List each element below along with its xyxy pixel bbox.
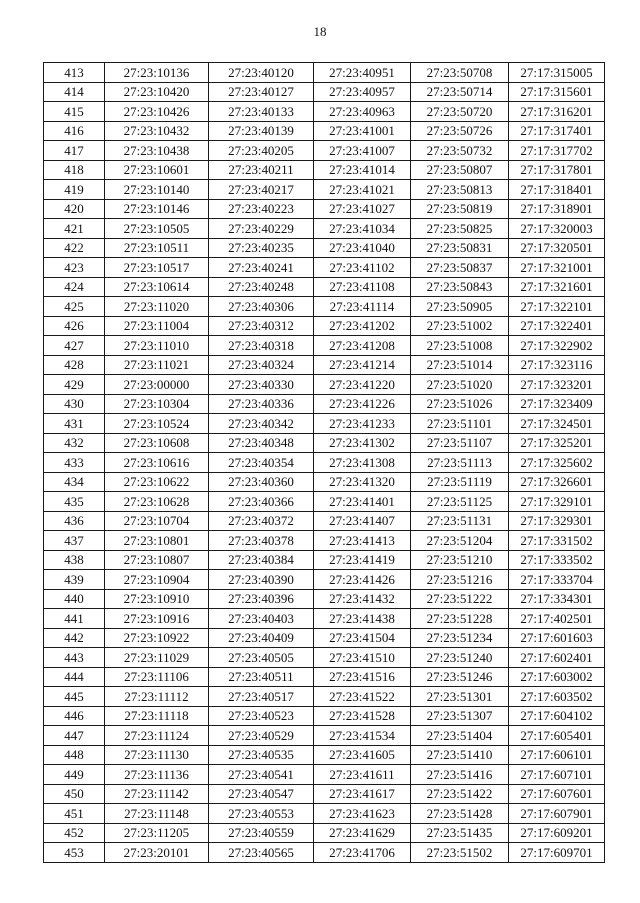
- cadastral-number-cell: 27:17:402501: [509, 609, 605, 629]
- cadastral-number-cell: 27:23:00000: [105, 375, 209, 395]
- cadastral-number-cell: 27:23:40541: [209, 765, 314, 785]
- cadastral-number-cell: 27:23:40223: [209, 199, 314, 219]
- table-row: [44, 784, 605, 804]
- cadastral-number-cell: 27:23:50807: [411, 160, 509, 180]
- row-number-cell: 439: [44, 570, 105, 590]
- table-row: [44, 199, 605, 219]
- table-row: [44, 141, 605, 161]
- row-number-cell: 451: [44, 804, 105, 824]
- cadastral-number-cell: 27:23:10616: [105, 453, 209, 473]
- cadastral-number-cell: 27:23:40957: [314, 82, 411, 102]
- table-row: [44, 219, 605, 239]
- cadastral-number-cell: 27:23:11130: [105, 745, 209, 765]
- cadastral-number-cell: 27:23:51119: [411, 472, 509, 492]
- cadastral-number-cell: 27:23:51014: [411, 355, 509, 375]
- cadastral-number-cell: 27:23:20101: [105, 843, 209, 863]
- table-row: [44, 531, 605, 551]
- cadastral-number-cell: 27:23:11142: [105, 784, 209, 804]
- cadastral-number-cell: 27:17:322101: [509, 297, 605, 317]
- row-number-cell: 427: [44, 336, 105, 356]
- cadastral-number-cell: 27:17:322902: [509, 336, 605, 356]
- cadastral-number-cell: 27:23:51435: [411, 823, 509, 843]
- table-row: [44, 511, 605, 531]
- cadastral-number-cell: 27:23:50726: [411, 121, 509, 141]
- cadastral-number-cell: 27:17:316201: [509, 102, 605, 122]
- cadastral-number-cell: 27:23:41522: [314, 687, 411, 707]
- table-row: [44, 823, 605, 843]
- row-number-cell: 434: [44, 472, 105, 492]
- table-row: [44, 609, 605, 629]
- row-number-cell: 438: [44, 550, 105, 570]
- cadastral-number-cell: 27:23:40324: [209, 355, 314, 375]
- cadastral-number-cell: 27:23:10807: [105, 550, 209, 570]
- cadastral-number-cell: 27:23:40529: [209, 726, 314, 746]
- cadastral-number-cell: 27:23:41516: [314, 667, 411, 687]
- cadastral-number-cell: 27:23:40535: [209, 745, 314, 765]
- cadastral-number-cell: 27:23:41504: [314, 628, 411, 648]
- row-number-cell: 436: [44, 511, 105, 531]
- row-number-cell: 442: [44, 628, 105, 648]
- cadastral-number-cell: 27:23:41617: [314, 784, 411, 804]
- cadastral-number-cell: 27:23:40366: [209, 492, 314, 512]
- table-row: [44, 628, 605, 648]
- cadastral-number-cell: 27:23:41208: [314, 336, 411, 356]
- cadastral-number-cell: 27:23:51008: [411, 336, 509, 356]
- cadastral-number-cell: 27:23:41706: [314, 843, 411, 863]
- table-row: [44, 375, 605, 395]
- cadastral-number-cell: 27:23:10517: [105, 258, 209, 278]
- cadastral-number-cell: 27:23:10524: [105, 414, 209, 434]
- cadastral-number-cell: 27:23:41438: [314, 609, 411, 629]
- cadastral-number-cell: 27:23:51204: [411, 531, 509, 551]
- cadastral-number-cell: 27:23:40523: [209, 706, 314, 726]
- cadastral-number-cell: 27:17:317801: [509, 160, 605, 180]
- cadastral-number-cell: 27:23:11021: [105, 355, 209, 375]
- cadastral-number-cell: 27:23:11205: [105, 823, 209, 843]
- cadastral-number-cell: 27:23:11148: [105, 804, 209, 824]
- row-number-cell: 453: [44, 843, 105, 863]
- cadastral-number-cell: 27:23:51428: [411, 804, 509, 824]
- cadastral-number-cell: 27:23:41108: [314, 277, 411, 297]
- cadastral-number-cell: 27:23:11112: [105, 687, 209, 707]
- row-number-cell: 418: [44, 160, 105, 180]
- cadastral-number-cell: 27:17:321001: [509, 258, 605, 278]
- cadastral-number-cell: 27:17:325201: [509, 433, 605, 453]
- row-number-cell: 431: [44, 414, 105, 434]
- cadastral-number-cell: 27:23:10136: [105, 63, 209, 83]
- row-number-cell: 424: [44, 277, 105, 297]
- row-number-cell: 443: [44, 648, 105, 668]
- table-row: [44, 277, 605, 297]
- cadastral-number-cell: 27:23:51107: [411, 433, 509, 453]
- table-row: [44, 414, 605, 434]
- row-number-cell: 437: [44, 531, 105, 551]
- row-number-cell: 432: [44, 433, 105, 453]
- cadastral-number-cell: 27:23:40378: [209, 531, 314, 551]
- table-body: [44, 63, 605, 863]
- table-row: [44, 160, 605, 180]
- row-number-cell: 430: [44, 394, 105, 414]
- cadastral-number-cell: 27:23:40559: [209, 823, 314, 843]
- cadastral-number-cell: 27:23:10601: [105, 160, 209, 180]
- cadastral-number-cell: 27:23:10801: [105, 531, 209, 551]
- row-number-cell: 413: [44, 63, 105, 83]
- row-number-cell: 419: [44, 180, 105, 200]
- row-number-cell: 415: [44, 102, 105, 122]
- cadastral-number-cell: 27:23:10511: [105, 238, 209, 258]
- row-number-cell: 420: [44, 199, 105, 219]
- table-row: [44, 336, 605, 356]
- cadastral-number-cell: 27:17:602401: [509, 648, 605, 668]
- table-row: [44, 355, 605, 375]
- cadastral-number-cell: 27:17:603502: [509, 687, 605, 707]
- cadastral-number-cell: 27:23:10438: [105, 141, 209, 161]
- cadastral-number-cell: 27:23:40517: [209, 687, 314, 707]
- cadastral-number-cell: 27:23:10622: [105, 472, 209, 492]
- cadastral-number-cell: 27:23:40342: [209, 414, 314, 434]
- row-number-cell: 447: [44, 726, 105, 746]
- cadastral-number-cell: 27:23:50708: [411, 63, 509, 83]
- cadastral-number-cell: 27:23:41021: [314, 180, 411, 200]
- cadastral-number-cell: 27:23:40403: [209, 609, 314, 629]
- cadastral-number-cell: 27:23:51125: [411, 492, 509, 512]
- cadastral-number-cell: 27:23:51228: [411, 609, 509, 629]
- cadastral-number-cell: 27:23:41027: [314, 199, 411, 219]
- table-row: [44, 570, 605, 590]
- cadastral-number-cell: 27:23:50831: [411, 238, 509, 258]
- cadastral-number-cell: 27:23:51210: [411, 550, 509, 570]
- row-number-cell: 428: [44, 355, 105, 375]
- table-row: [44, 433, 605, 453]
- cadastral-number-cell: 27:23:40133: [209, 102, 314, 122]
- cadastral-number-cell: 27:23:11010: [105, 336, 209, 356]
- cadastral-number-cell: 27:23:51410: [411, 745, 509, 765]
- cadastral-number-cell: 27:17:605401: [509, 726, 605, 746]
- cadastral-number-cell: 27:23:51113: [411, 453, 509, 473]
- row-number-cell: 422: [44, 238, 105, 258]
- cadastral-number-cell: 27:23:40360: [209, 472, 314, 492]
- table-row: [44, 589, 605, 609]
- cadastral-number-cell: 27:23:41040: [314, 238, 411, 258]
- cadastral-number-cell: 27:23:41302: [314, 433, 411, 453]
- cadastral-number-cell: 27:17:333502: [509, 550, 605, 570]
- cadastral-number-cell: 27:17:322401: [509, 316, 605, 336]
- cadastral-number-cell: 27:17:329301: [509, 511, 605, 531]
- cadastral-number-cell: 27:23:51026: [411, 394, 509, 414]
- cadastral-number-cell: 27:23:10146: [105, 199, 209, 219]
- table-row: [44, 687, 605, 707]
- cadastral-number-cell: 27:17:604102: [509, 706, 605, 726]
- cadastral-number-cell: 27:23:41528: [314, 706, 411, 726]
- cadastral-number-cell: 27:17:324501: [509, 414, 605, 434]
- cadastral-number-cell: 27:23:41001: [314, 121, 411, 141]
- cadastral-number-cell: 27:23:41510: [314, 648, 411, 668]
- cadastral-number-cell: 27:23:51246: [411, 667, 509, 687]
- cadastral-number-cell: 27:23:10432: [105, 121, 209, 141]
- cadastral-number-cell: 27:23:50720: [411, 102, 509, 122]
- table-row: [44, 550, 605, 570]
- cadastral-number-cell: 27:23:11106: [105, 667, 209, 687]
- cadastral-number-cell: 27:17:325602: [509, 453, 605, 473]
- cadastral-number-cell: 27:17:609701: [509, 843, 605, 863]
- row-number-cell: 446: [44, 706, 105, 726]
- table-row: [44, 745, 605, 765]
- cadastral-number-cell: 27:23:40248: [209, 277, 314, 297]
- cadastral-number-cell: 27:23:51502: [411, 843, 509, 863]
- row-number-cell: 426: [44, 316, 105, 336]
- cadastral-number-cell: 27:23:40312: [209, 316, 314, 336]
- cadastral-number-cell: 27:17:606101: [509, 745, 605, 765]
- cadastral-number-cell: 27:17:603002: [509, 667, 605, 687]
- table-row: [44, 667, 605, 687]
- cadastral-number-cell: 27:17:334301: [509, 589, 605, 609]
- cadastral-number-cell: 27:23:41320: [314, 472, 411, 492]
- cadastral-number-cell: 27:23:51234: [411, 628, 509, 648]
- table-row: [44, 394, 605, 414]
- cadastral-number-cell: 27:23:10916: [105, 609, 209, 629]
- cadastral-number-cell: 27:23:51020: [411, 375, 509, 395]
- cadastral-number-cell: 27:23:41233: [314, 414, 411, 434]
- cadastral-number-cell: 27:23:41034: [314, 219, 411, 239]
- cadastral-number-table: [43, 62, 605, 863]
- table-row: [44, 472, 605, 492]
- cadastral-number-cell: 27:23:10904: [105, 570, 209, 590]
- table-row: [44, 297, 605, 317]
- cadastral-number-cell: 27:23:11020: [105, 297, 209, 317]
- cadastral-number-cell: 27:23:10628: [105, 492, 209, 512]
- table-row: [44, 82, 605, 102]
- cadastral-number-cell: 27:17:321601: [509, 277, 605, 297]
- cadastral-number-cell: 27:23:51240: [411, 648, 509, 668]
- cadastral-number-cell: 27:23:40390: [209, 570, 314, 590]
- row-number-cell: 444: [44, 667, 105, 687]
- row-number-cell: 416: [44, 121, 105, 141]
- cadastral-number-cell: 27:23:10608: [105, 433, 209, 453]
- cadastral-number-cell: 27:23:51216: [411, 570, 509, 590]
- table-row: [44, 706, 605, 726]
- cadastral-number-cell: 27:23:40139: [209, 121, 314, 141]
- cadastral-number-cell: 27:23:11004: [105, 316, 209, 336]
- cadastral-number-cell: 27:23:50813: [411, 180, 509, 200]
- cadastral-number-cell: 27:23:40330: [209, 375, 314, 395]
- cadastral-number-cell: 27:23:51416: [411, 765, 509, 785]
- row-number-cell: 414: [44, 82, 105, 102]
- row-number-cell: 425: [44, 297, 105, 317]
- table-row: [44, 316, 605, 336]
- table-row: [44, 765, 605, 785]
- table-row: [44, 726, 605, 746]
- cadastral-number-cell: 27:23:41432: [314, 589, 411, 609]
- row-number-cell: 452: [44, 823, 105, 843]
- cadastral-number-cell: 27:23:41014: [314, 160, 411, 180]
- cadastral-number-cell: 27:23:41202: [314, 316, 411, 336]
- cadastral-number-cell: 27:23:41534: [314, 726, 411, 746]
- row-number-cell: 421: [44, 219, 105, 239]
- cadastral-number-cell: 27:17:317401: [509, 121, 605, 141]
- cadastral-number-cell: 27:23:40553: [209, 804, 314, 824]
- cadastral-number-cell: 27:23:40511: [209, 667, 314, 687]
- cadastral-number-cell: 27:23:41102: [314, 258, 411, 278]
- cadastral-number-cell: 27:23:41605: [314, 745, 411, 765]
- table-row: [44, 180, 605, 200]
- cadastral-number-cell: 27:23:50837: [411, 258, 509, 278]
- cadastral-number-cell: 27:23:51301: [411, 687, 509, 707]
- row-number-cell: 449: [44, 765, 105, 785]
- cadastral-number-cell: 27:23:41226: [314, 394, 411, 414]
- table-row: [44, 453, 605, 473]
- cadastral-number-cell: 27:23:40396: [209, 589, 314, 609]
- cadastral-number-cell: 27:23:41413: [314, 531, 411, 551]
- cadastral-number-cell: 27:23:41419: [314, 550, 411, 570]
- cadastral-number-cell: 27:23:40336: [209, 394, 314, 414]
- cadastral-number-cell: 27:17:315005: [509, 63, 605, 83]
- cadastral-number-cell: 27:23:51002: [411, 316, 509, 336]
- cadastral-number-cell: 27:23:10140: [105, 180, 209, 200]
- row-number-cell: 429: [44, 375, 105, 395]
- cadastral-number-cell: 27:23:10910: [105, 589, 209, 609]
- cadastral-number-cell: 27:23:41629: [314, 823, 411, 843]
- cadastral-number-cell: 27:23:40127: [209, 82, 314, 102]
- cadastral-number-cell: 27:23:40565: [209, 843, 314, 863]
- row-number-cell: 441: [44, 609, 105, 629]
- table-row: [44, 238, 605, 258]
- cadastral-number-cell: 27:23:41007: [314, 141, 411, 161]
- cadastral-number-cell: 27:23:50714: [411, 82, 509, 102]
- row-number-cell: 433: [44, 453, 105, 473]
- row-number-cell: 445: [44, 687, 105, 707]
- cadastral-number-cell: 27:23:51404: [411, 726, 509, 746]
- cadastral-number-cell: 27:23:41308: [314, 453, 411, 473]
- cadastral-number-cell: 27:23:11118: [105, 706, 209, 726]
- cadastral-number-cell: 27:17:333704: [509, 570, 605, 590]
- row-number-cell: 423: [44, 258, 105, 278]
- cadastral-number-cell: 27:17:320003: [509, 219, 605, 239]
- cadastral-number-cell: 27:23:40241: [209, 258, 314, 278]
- row-number-cell: 448: [44, 745, 105, 765]
- cadastral-number-cell: 27:23:10420: [105, 82, 209, 102]
- row-number-cell: 417: [44, 141, 105, 161]
- cadastral-number-cell: 27:17:323116: [509, 355, 605, 375]
- cadastral-number-cell: 27:23:50819: [411, 199, 509, 219]
- cadastral-number-cell: 27:17:320501: [509, 238, 605, 258]
- cadastral-number-cell: 27:23:10426: [105, 102, 209, 122]
- cadastral-number-cell: 27:23:10614: [105, 277, 209, 297]
- cadastral-number-cell: 27:23:50732: [411, 141, 509, 161]
- table-row: [44, 102, 605, 122]
- cadastral-number-cell: 27:23:40235: [209, 238, 314, 258]
- cadastral-number-cell: 27:23:41426: [314, 570, 411, 590]
- cadastral-number-cell: 27:23:41214: [314, 355, 411, 375]
- cadastral-number-cell: 27:17:331502: [509, 531, 605, 551]
- table-row: [44, 63, 605, 83]
- cadastral-number-cell: 27:23:41401: [314, 492, 411, 512]
- cadastral-number-cell: 27:17:607901: [509, 804, 605, 824]
- table-row: [44, 804, 605, 824]
- row-number-cell: 440: [44, 589, 105, 609]
- cadastral-number-cell: 27:23:10304: [105, 394, 209, 414]
- cadastral-number-cell: 27:23:41611: [314, 765, 411, 785]
- cadastral-number-cell: 27:23:41114: [314, 297, 411, 317]
- cadastral-number-cell: 27:23:51131: [411, 511, 509, 531]
- cadastral-number-cell: 27:23:40951: [314, 63, 411, 83]
- cadastral-number-cell: 27:17:329101: [509, 492, 605, 512]
- cadastral-number-cell: 27:17:326601: [509, 472, 605, 492]
- cadastral-number-cell: 27:23:40384: [209, 550, 314, 570]
- cadastral-number-cell: 27:23:40205: [209, 141, 314, 161]
- page-number: 18: [313, 24, 327, 39]
- cadastral-number-cell: 27:23:10505: [105, 219, 209, 239]
- cadastral-number-cell: 27:17:601603: [509, 628, 605, 648]
- cadastral-number-cell: 27:23:51422: [411, 784, 509, 804]
- cadastral-number-cell: 27:23:41220: [314, 375, 411, 395]
- table-row: [44, 121, 605, 141]
- cadastral-number-cell: 27:23:50825: [411, 219, 509, 239]
- cadastral-number-cell: 27:23:11029: [105, 648, 209, 668]
- cadastral-number-cell: 27:23:40306: [209, 297, 314, 317]
- cadastral-number-cell: 27:17:323409: [509, 394, 605, 414]
- cadastral-number-cell: 27:23:50905: [411, 297, 509, 317]
- cadastral-number-cell: 27:23:40354: [209, 453, 314, 473]
- row-number-cell: 435: [44, 492, 105, 512]
- cadastral-number-cell: 27:23:40348: [209, 433, 314, 453]
- cadastral-number-cell: 27:23:10704: [105, 511, 209, 531]
- cadastral-number-cell: 27:23:40120: [209, 63, 314, 83]
- cadastral-number-cell: 27:23:40229: [209, 219, 314, 239]
- row-number-cell: 450: [44, 784, 105, 804]
- cadastral-number-cell: 27:23:41407: [314, 511, 411, 531]
- table-row: [44, 492, 605, 512]
- cadastral-number-cell: 27:17:317702: [509, 141, 605, 161]
- table-row: [44, 648, 605, 668]
- cadastral-number-cell: 27:23:10922: [105, 628, 209, 648]
- cadastral-number-cell: 27:23:51307: [411, 706, 509, 726]
- cadastral-number-cell: 27:23:40217: [209, 180, 314, 200]
- cadastral-number-cell: 27:17:323201: [509, 375, 605, 395]
- cadastral-number-cell: 27:23:40547: [209, 784, 314, 804]
- cadastral-number-cell: 27:23:51222: [411, 589, 509, 609]
- table-row: [44, 843, 605, 863]
- cadastral-number-cell: 27:23:40963: [314, 102, 411, 122]
- cadastral-number-cell: 27:17:318401: [509, 180, 605, 200]
- cadastral-number-cell: 27:17:609201: [509, 823, 605, 843]
- cadastral-number-cell: 27:23:40211: [209, 160, 314, 180]
- cadastral-number-cell: 27:23:11124: [105, 726, 209, 746]
- cadastral-number-cell: 27:17:315601: [509, 82, 605, 102]
- cadastral-number-cell: 27:23:40409: [209, 628, 314, 648]
- cadastral-number-cell: 27:23:50843: [411, 277, 509, 297]
- cadastral-number-cell: 27:17:318901: [509, 199, 605, 219]
- cadastral-number-cell: 27:17:607101: [509, 765, 605, 785]
- cadastral-number-cell: 27:17:607601: [509, 784, 605, 804]
- cadastral-number-cell: 27:23:40372: [209, 511, 314, 531]
- cadastral-number-cell: 27:23:40505: [209, 648, 314, 668]
- cadastral-number-cell: 27:23:41623: [314, 804, 411, 824]
- table-row: [44, 258, 605, 278]
- cadastral-number-cell: 27:23:40318: [209, 336, 314, 356]
- cadastral-number-cell: 27:23:11136: [105, 765, 209, 785]
- cadastral-number-cell: 27:23:51101: [411, 414, 509, 434]
